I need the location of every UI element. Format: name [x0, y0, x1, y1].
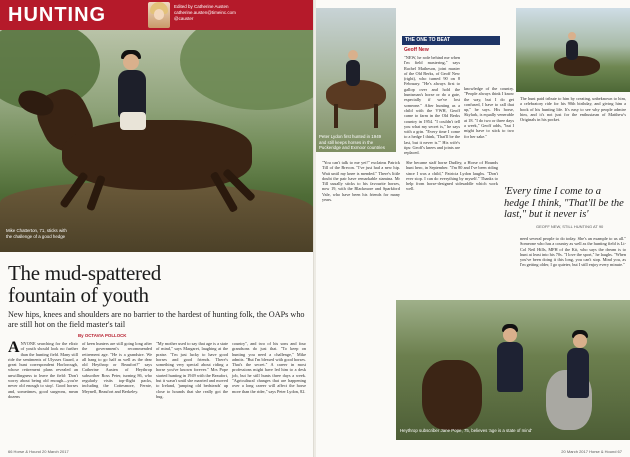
- rider-coat: [497, 342, 523, 392]
- horse-body: [554, 56, 600, 76]
- avatar-face: [154, 9, 164, 20]
- headline-line: fountain of youth: [8, 283, 149, 307]
- editor-name: Edited by Catherine Austen: [174, 4, 229, 9]
- photo-caption: Heythrop subscriber Jane Pope, 75, believes 'age is a state of mind': [400, 428, 533, 433]
- headline: [8, 262, 308, 306]
- left-page: [0, 0, 314, 457]
- caption-line: and still keeps horses in the: [319, 139, 374, 145]
- editor-avatar: [148, 2, 170, 28]
- editor-handle: @causter: [174, 16, 194, 21]
- rider-coat: [566, 40, 578, 60]
- photo-jane-pope: [396, 300, 630, 440]
- photo-tree: [180, 30, 314, 110]
- hero-photo: [0, 30, 314, 252]
- rider-head: [568, 32, 576, 40]
- sidebar-name: Geoff New: [404, 47, 429, 53]
- right-folio: 20 March 2017 Horse & Hound 67: [561, 449, 622, 454]
- article-column-5: "You can't talk to me yet!" exclaims Patrick Till of the Brecon. "I've just had a new hip. Wait until my knee is mended." There's little doubt the pair have remarkable stamina. Mr Till usually sticks to his favourite horses, now 19, with the Blackmore and Sparkford Vale, who have been his friends for many years.: [322, 160, 400, 203]
- hero-caption-line: the challenge of a good hedge: [6, 233, 66, 239]
- caption-line: Puckeridge and Exmoor countries: [319, 145, 385, 150]
- rider-head: [573, 334, 587, 348]
- caption-line: Peter Lydon first hunted in 1949: [319, 134, 382, 139]
- rider-breeches: [120, 112, 146, 130]
- right-page: [316, 0, 630, 457]
- rider-head: [348, 50, 358, 60]
- pull-quote: 'Every time I come to a hedge I think, "That'll be the last," but it never is': [504, 186, 624, 220]
- sidebar-column-1: "NEW, he rode behind me when I'm field mastering," says Rachel Matheson, joint master of the Old Berks, of Geoff New (right), who turned 90 on 8 February. "He's always first to gallop over and hold the huntsman's horse or do a gate, especially if we've lost someone." After hunting as a child with the VWH, Geoff came to farm in the Old Berks country in 1954. "I couldn't tell you what my secret is," he says with a grin. "Every time I come to a hedge I think, 'That'll be the last, but it never is.'" His wife's tips: Geoff's knees and joints are replaced.: [404, 55, 460, 156]
- photo-peter-lydon: [316, 8, 396, 152]
- headline-line: The mud-spattered: [8, 261, 161, 285]
- article-column-4: country", and two of his sons and four grandsons do just that. "To keep on hunting you need a challenge," Mike admits. "But I'm blessed with good horses. That's the secret." A career in most professions might have led him to a desk job, but he still hunts three days a week. "Agricultural changes that are happening over a long career will affect the horse more than the rider," says Peter Lydon, 82.: [232, 341, 306, 394]
- standfirst: New hips, knees and shoulders are no barrier to the hardest of hunting folk, the OAPs who are still hot on the field master's tail: [8, 310, 305, 329]
- pull-quote-credit: GEOFF NEW, STILL HUNTING AT 90: [536, 224, 604, 229]
- left-folio: 66 Horse & Hound 20 March 2017: [8, 449, 69, 454]
- column-text: NYONE searching for the elixir of youth should look no further than the hunting field. Many still ride the sentiments of Ulysses Guard, a great hunt correspondent Horlorough, whose retirement plans revealed an unwillingness to leave the field: 'Don't worry about being old enough—you're never old enough to stop'. Good horses and, sometimes, good surgeons, mean dozens: [8, 341, 78, 399]
- sidebar-column-2: knowledge of the country. "People always think I know the way, but I do get confused, I have to call that up," he says. His horse, Skylark, is equally venerable at 18. "I do two or three days a week," Geoff adds, "but I might have to stick to two for her sake.": [464, 86, 514, 139]
- article-column-2: of keen hunters are still going long after the government's recommended retirement age. "He is a grandsire. We all hang to go half as well as the dear old Heythrop or Beaufort?" says Catherine Austen of Heythrop subscriber Ross Peter, turning 86, who regularly visits top-flight packs, including the Cottesmore, Fernie, Meynell, Beaufort and Berkeley.: [82, 341, 152, 394]
- horse-body: [62, 120, 252, 190]
- section-title: HUNTING: [8, 4, 107, 26]
- section-header: [0, 0, 314, 30]
- horse-head: [422, 360, 482, 430]
- horse-leg: [374, 104, 378, 128]
- rider-head: [123, 54, 139, 70]
- article-column-1: [8, 341, 78, 399]
- rider-coat: [118, 70, 146, 118]
- photo-hedge: [0, 182, 314, 252]
- sidebar-column-3: The hunt paid tribute to him by creating, unbeknown to him, a celebratory ride for his 90th birthday, and giving him a book of his hunting life. It's easy to see why people admire him, and it's not just for the enthusiasm of Matthew's Originals in his pocket.: [520, 96, 626, 123]
- editor-email: catherine.austen@timeinc.com: [174, 10, 236, 15]
- drop-cap: A: [8, 339, 20, 356]
- rider-coat: [567, 348, 589, 398]
- editor-credit: [174, 4, 236, 22]
- rider-head: [503, 328, 517, 342]
- horse-leg: [334, 104, 338, 128]
- article-column-7: need several people to do today. She's an example to us all." Someone who has a country as well as the hunting field is Lt-Col Neil Hills, MFH of the Kit, who says the dream is to hunt at least into his 70s. "I love the sport," he laughs. "When you've been doing it this long, you can't stop. Mind you, as I'm getting older, I go quieter, but I still enjoy every minute.": [520, 236, 626, 268]
- byline: By OCTAVIA POLLOCK: [78, 333, 127, 338]
- article-column-6: She became staff horse Dudley, a Horse of Hounds hunt hero, in September. "I'm 80 and I've been riding since I was a child," Patricia Lydon laughs. "Don't ever stop. I can do everything by myself." Thanks to help from horse-designed sidesaddle which work well.: [406, 160, 498, 192]
- hero-caption-line: Mike Chatterton, 71, sticks with: [6, 228, 67, 233]
- rider-coat: [346, 60, 360, 86]
- sidebar-header: THE ONE TO BEAT: [402, 36, 500, 45]
- photo-geoff-new: [516, 8, 630, 92]
- article-column-3: "My mother used to say that age is a state of mind," says Margaret, laughing at the praise. "I'm just lucky to have good horses and good friends. There's something very special about riding a horse you've known forever." Mrs Pope started hunting in 1949 with the Beaufort, but it wasn't until she married and moved to Ireland, 'jumping old bedsteads' up close to hounds that she really got the bug.: [156, 341, 228, 399]
- photo-caption: [319, 134, 385, 151]
- hero-caption: [6, 228, 67, 239]
